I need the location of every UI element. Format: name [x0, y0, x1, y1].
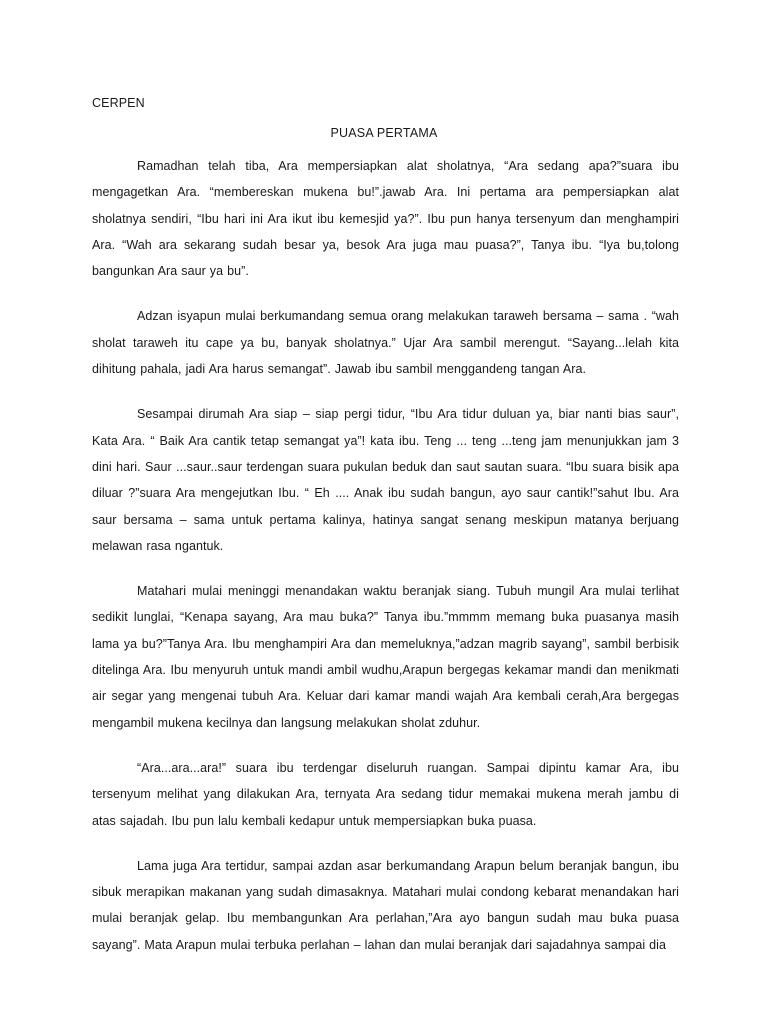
paragraph-3: Sesampai dirumah Ara siap – siap pergi tidur, “Ibu Ara tidur duluan ya, biar nanti bias saur”, Kata Ara. “ Baik Ara cantik tetap semangat ya”! kata ibu. Teng ... teng ...teng jam menunjukkan jam 3 dini hari. Saur ...saur..saur terdengan suara pukulan beduk dan saut sautan suara. “Ibu suara bisik apa diluar ?”suara Ara mengejutkan Ibu. “ Eh .... Anak ibu sudah bangun, ayo saur cantik!”sahut Ibu. Ara saur bersama – sama untuk pertama kalinya, hatinya sangat senang meskipun matanya berjuang melawan rasa ngantuk.	[92, 407, 679, 553]
story-title: PUASA PERTAMA	[330, 126, 438, 140]
document-label: CERPEN	[92, 96, 145, 110]
paragraph-1: Ramadhan telah tiba, Ara mempersiapkan alat sholatnya, “Ara sedang apa?”suara ibu mengagetkan Ara. “membereskan mukena bu!”.jawab Ara. Ini pertama ara pempersiapkan alat sholatnya sendiri, “Ibu hari ini Ara ikut ibu kemesjid ya?”. Ibu pun hanya tersenyum dan menghampiri Ara. “Wah ara sekarang sudah besar ya, besok Ara juga mau puasa?”, Tanya ibu. “Iya bu,tolong bangunkan Ara saur ya bu”.	[92, 159, 679, 279]
paragraph-6: Lama juga Ara tertidur, sampai azdan asar berkumandang Arapun belum beranjak bangun, ibu sibuk merapikan makanan yang sudah dimasaknya. Matahari mulai condong kebarat menandakan hari mulai beranjak gelap. Ibu membangunkan Ara perlahan,”Ara ayo bangun sudah mau buka puasa sayang”. Mata Arapun mulai terbuka perlahan – lahan dan mulai beranjak dari sajadahnya sampai dia	[92, 858, 679, 952]
story-body	[92, 153, 679, 977]
paragraph-5: “Ara...ara...ara!” suara ibu terdengar diseluruh ruangan. Sampai dipintu kamar Ara, ibu tersenyum melihat yang dilakukan Ara, ternyata Ara sedang tidur memakai mukena merah jambu di atas sajadah. Ibu pun lalu kembali kedapur untuk mempersiapkan buka puasa.	[92, 760, 679, 828]
paragraph-4: Matahari mulai meninggi menandakan waktu beranjak siang. Tubuh mungil Ara mulai terlihat sedikit lunglai, “Kenapa sayang, Ara mau buka?” Tanya ibu.”mmmm memang buka puasanya masih lama ya bu?”Tanya Ara. Ibu menghampiri Ara dan memeluknya,”adzan magrib sayang”, sambil berbisik ditelinga Ara. Ibu menyuruh untuk mandi ambil wudhu,Arapun bergegas kekamar mandi dan menikmati air segar yang mengenai tubuh Ara. Keluar dari kamar mandi wajah Ara kembali cerah,Ara bergegas mengambil mukena kecilnya dan langsung melakukan sholat zduhur.	[92, 584, 679, 730]
paragraph-2: Adzan isyapun mulai berkumandang semua orang melakukan taraweh bersama – sama . “wah sholat taraweh itu cape ya bu, banyak sholatnya.” Ujar Ara sambil merengut. “Sayang...lelah kita dihitung pahala, jadi Ara harus semangat”. Jawab ibu sambil menggandeng tangan Ara.	[92, 309, 679, 377]
